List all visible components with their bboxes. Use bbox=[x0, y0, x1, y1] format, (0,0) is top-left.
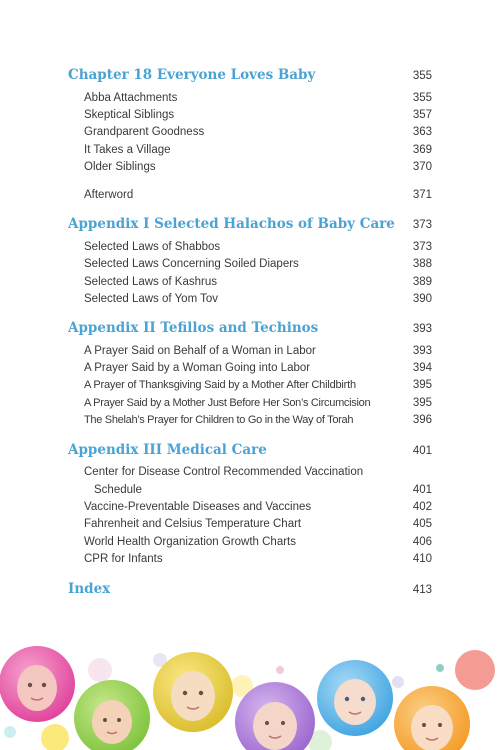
bubble-decoration bbox=[41, 724, 69, 750]
entry-title: A Prayer Said by a Woman Going into Labor bbox=[84, 362, 311, 374]
entry-page: 396 bbox=[412, 414, 432, 426]
entry-page: 394 bbox=[412, 362, 432, 374]
entry-page: 370 bbox=[412, 161, 432, 173]
entry-title: Afterword bbox=[84, 189, 134, 201]
entry-page: 406 bbox=[412, 536, 432, 548]
bubble-decoration bbox=[4, 726, 16, 738]
bubble-decoration bbox=[276, 666, 284, 674]
heading-title: Appendix I Selected Halachos of Baby Care bbox=[68, 216, 395, 232]
entry-page: 355 bbox=[412, 92, 432, 104]
entry-page: 373 bbox=[412, 241, 432, 253]
entry-page: 393 bbox=[412, 345, 432, 357]
entry-title: World Health Organization Growth Charts bbox=[84, 536, 296, 548]
baby-circle-blue bbox=[317, 660, 393, 736]
entry-title: Grandparent Goodness bbox=[84, 126, 205, 138]
entry-title: Selected Laws Concerning Soiled Diapers bbox=[84, 258, 299, 270]
baby-circle-orange bbox=[394, 686, 470, 750]
entry-title-continued: Schedule bbox=[94, 484, 142, 496]
entry-title: Vaccine-Preventable Diseases and Vaccines bbox=[84, 501, 312, 513]
heading-title: Index bbox=[68, 581, 111, 597]
entry-title: Center for Disease Control Recommended Vaccination bbox=[84, 466, 364, 478]
entry-page: 369 bbox=[412, 144, 432, 156]
heading-page: 393 bbox=[412, 323, 432, 335]
entry-title: A Prayer of Thanksgiving Said by a Mother After Childbirth bbox=[84, 379, 356, 391]
bubble-decoration bbox=[392, 676, 404, 688]
entry-title: Selected Laws of Kashrus bbox=[84, 276, 217, 288]
bubble-decoration bbox=[455, 650, 495, 690]
entry-title: A Prayer Said by a Mother Just Before Her Son’s Circumcision bbox=[84, 397, 371, 409]
entry-page: 402 bbox=[412, 501, 432, 513]
entry-page: 395 bbox=[412, 397, 432, 409]
entry-title: The Shelah’s Prayer for Children to Go in the Way of Torah bbox=[84, 414, 354, 426]
entry-page: 357 bbox=[412, 109, 432, 121]
entry-title: Skeptical Siblings bbox=[84, 109, 175, 121]
heading-page: 355 bbox=[412, 70, 432, 82]
entry-page: 371 bbox=[412, 189, 432, 201]
heading-title: Chapter 18 Everyone Loves Baby bbox=[68, 67, 316, 83]
entry-page: 410 bbox=[412, 553, 432, 565]
heading-page: 401 bbox=[412, 445, 432, 457]
heading-title: Appendix II Tefillos and Techinos bbox=[68, 320, 319, 336]
entry-page: 363 bbox=[412, 126, 432, 138]
entry-page: 389 bbox=[412, 276, 432, 288]
entry-page: 390 bbox=[412, 293, 432, 305]
bubble-decoration bbox=[88, 658, 112, 682]
baby-faces-illustration bbox=[0, 640, 500, 750]
entry-title: Selected Laws of Yom Tov bbox=[84, 293, 219, 305]
entry-title: Abba Attachments bbox=[84, 92, 178, 104]
heading-page: 373 bbox=[412, 219, 432, 231]
entry-title: Selected Laws of Shabbos bbox=[84, 241, 221, 253]
entry-page: 395 bbox=[412, 379, 432, 391]
entry-page: 388 bbox=[412, 258, 432, 270]
entry-title: Fahrenheit and Celsius Temperature Chart bbox=[84, 518, 302, 530]
entry-title: It Takes a Village bbox=[84, 144, 171, 156]
baby-circle-pink bbox=[0, 646, 75, 722]
heading-title: Appendix III Medical Care bbox=[68, 442, 267, 458]
heading-page: 413 bbox=[412, 584, 432, 596]
decorative-baby-circles bbox=[0, 640, 500, 750]
baby-circle-green bbox=[74, 680, 150, 750]
entry-title: Older Siblings bbox=[84, 161, 156, 173]
entry-page: 405 bbox=[412, 518, 432, 530]
bubble-decoration bbox=[436, 664, 444, 672]
entry-title: CPR for Infants bbox=[84, 553, 163, 565]
entry-title: A Prayer Said on Behalf of a Woman in Labor bbox=[84, 345, 316, 357]
baby-circle-yellow bbox=[153, 652, 233, 732]
entry-page: 401 bbox=[412, 484, 432, 496]
